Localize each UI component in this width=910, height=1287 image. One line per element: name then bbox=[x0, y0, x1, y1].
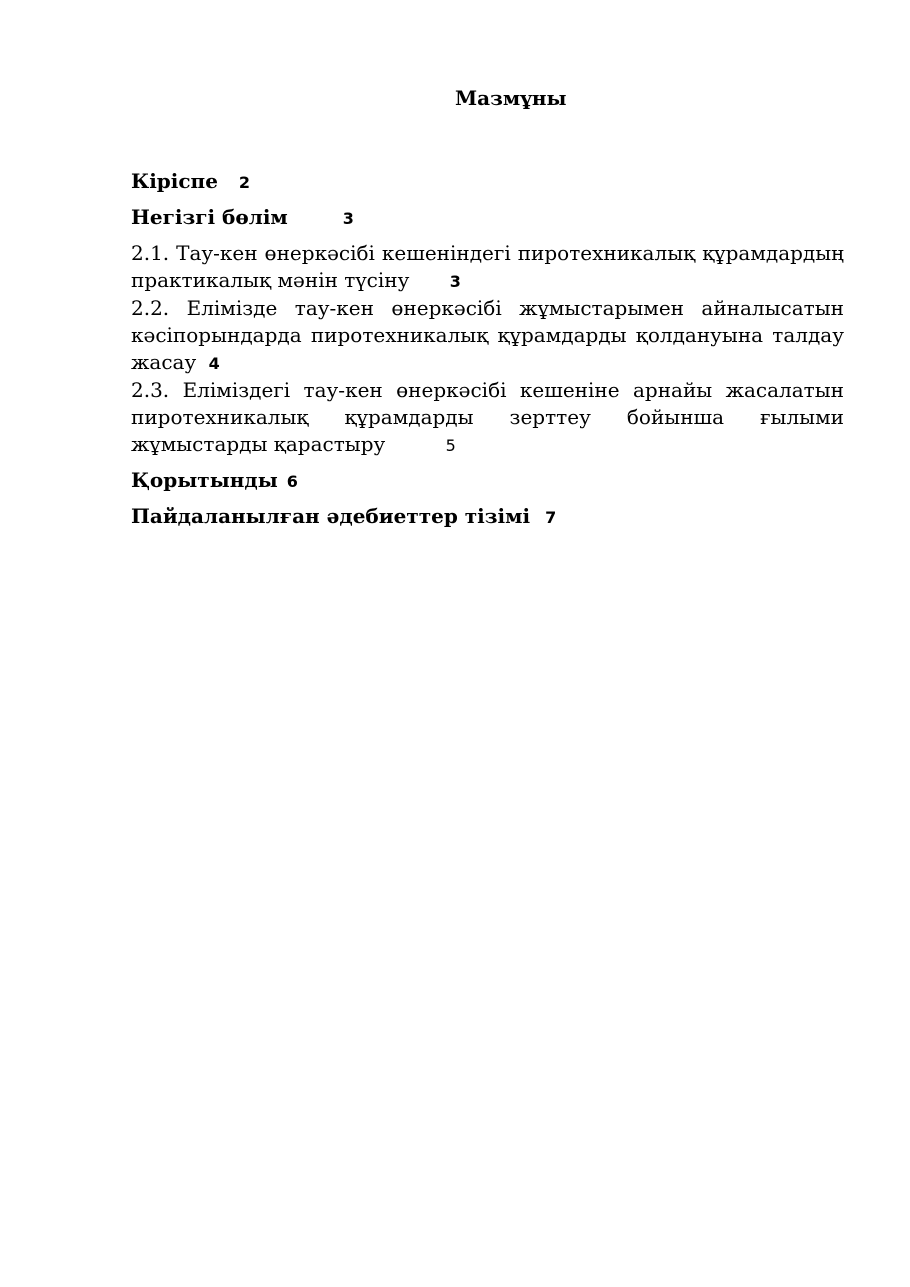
toc-entry-text: 2.3. Еліміздегі тау-кен өнеркәсібі кешеніне арнайы жасалатын пиротехникалық құрамдарды зерттеу бойынша ғылыми жұмыстарды қарастыру bbox=[131, 378, 844, 456]
toc-entry-references bbox=[131, 503, 844, 531]
toc-entry-text: Пайдаланылған әдебиеттер тізімі bbox=[131, 504, 531, 528]
toc-entry-section-2-3 bbox=[131, 377, 844, 459]
toc-entry-text: 2.1. Тау-кен өнеркәсібі кешеніндегі пиротехникалық құрамдардың практикалық мәнін түсіну bbox=[131, 241, 844, 292]
toc-entry-text: Кіріспе bbox=[131, 169, 218, 193]
toc-entry-page-number: 7 bbox=[545, 508, 557, 527]
table-of-contents bbox=[131, 168, 844, 531]
toc-entry-text: Қорытынды bbox=[131, 468, 278, 492]
toc-entry-section-2-1 bbox=[131, 240, 844, 295]
toc-entry-section-2-2 bbox=[131, 295, 844, 377]
toc-entry-text: Негізгі бөлім bbox=[131, 205, 288, 229]
toc-entry-conclusion bbox=[131, 467, 844, 495]
toc-entry-page-number: 3 bbox=[449, 272, 461, 291]
toc-entry-text: 2.2. Елімізде тау-кен өнеркәсібі жұмыстарымен айналысатын кәсіпорындарда пиротехникалық құрамдарды қолдануына талдау жасау bbox=[131, 296, 844, 374]
toc-entry-introduction bbox=[131, 168, 844, 196]
toc-entry-page-number: 3 bbox=[342, 209, 354, 228]
toc-entry-main-part bbox=[131, 204, 844, 232]
toc-title: Мазмұны bbox=[455, 86, 567, 110]
toc-entry-page-number: 2 bbox=[238, 173, 251, 192]
toc-entry-page-number: 5 bbox=[445, 436, 456, 455]
toc-entry-page-number: 4 bbox=[208, 354, 220, 373]
toc-entry-page-number: 6 bbox=[286, 472, 298, 491]
